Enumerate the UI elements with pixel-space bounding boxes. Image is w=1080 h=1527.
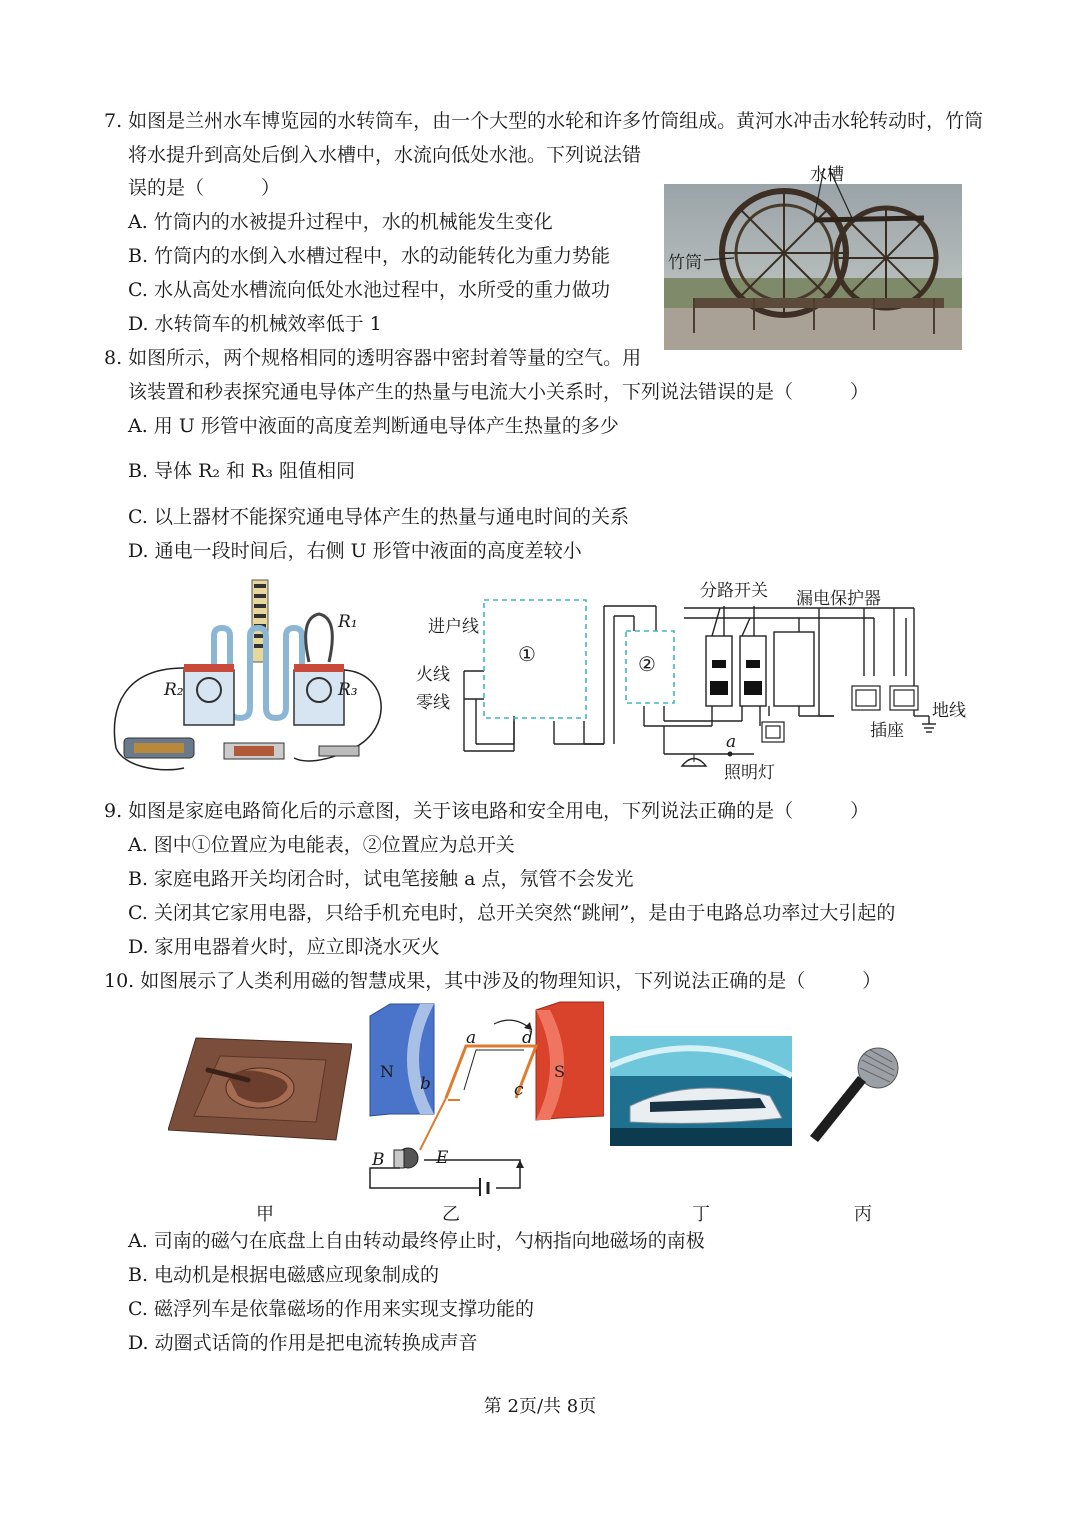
label-socket: 插座 [870, 721, 904, 741]
label-point-a: a [726, 732, 737, 752]
q9-option-d[interactable]: D. 家用电器着火时，应立即浇水灭火 [128, 936, 440, 958]
caption-ding: 丁 [692, 1204, 710, 1225]
household-circuit-diagram [416, 576, 984, 783]
label-magnet-s: S [554, 1062, 565, 1081]
label-branch-switch: 分路开关 [700, 581, 768, 601]
q7-stem-line3: 误的是（ ） [128, 177, 281, 199]
microphone-image [808, 1044, 902, 1146]
sinan-compass-image [168, 1030, 352, 1142]
label-coil-d: d [522, 1028, 533, 1048]
label-brush-b: B [372, 1150, 385, 1170]
label-r3: R₃ [338, 680, 358, 700]
q7-option-d[interactable]: D. 水转筒车的机械效率低于 1 [128, 313, 382, 335]
q10-stem: 10. 如图展示了人类利用磁的智慧成果，其中涉及的物理知识，下列说法正确的是（ ） [104, 970, 882, 992]
q7-stem-line1: 7. 如图是兰州水车博览园的水转筒车，由一个大型的水轮和许多竹筒组成。黄河水冲击水轮转动时，竹筒 [104, 110, 984, 132]
q10-option-a[interactable]: A. 司南的磁勺在底盘上自由转动最终停止时，勺柄指向地磁场的南极 [128, 1230, 705, 1252]
q7-option-b[interactable]: B. 竹筒内的水倒入水槽过程中，水的动能转化为重力势能 [128, 245, 611, 267]
label-leakage-protector: 漏电保护器 [796, 589, 881, 609]
label-coil-b: b [420, 1074, 431, 1094]
label-magnet-n: N [380, 1062, 394, 1081]
label-position-1: ① [518, 642, 536, 666]
electric-motor-diagram [364, 1000, 604, 1196]
label-live-wire: 火线 [416, 665, 450, 685]
label-trough: 水槽 [810, 165, 844, 185]
label-position-2: ② [638, 652, 656, 676]
q8-stem-line1: 8. 如图所示，两个规格相同的透明容器中密封着等量的空气。用 [104, 347, 642, 369]
q7-option-c[interactable]: C. 水从高处水槽流向低处水池过程中，水所受的重力做功 [128, 279, 610, 301]
label-neutral-wire: 零线 [416, 693, 450, 713]
caption-bing: 丙 [854, 1204, 872, 1225]
q9-stem: 9. 如图是家庭电路简化后的示意图，关于该电路和安全用电，下列说法正确的是（ ） [104, 800, 870, 822]
q8-option-a[interactable]: A. 用 U 形管中液面的高度差判断通电导体产生热量的多少 [128, 415, 619, 437]
q10-option-b[interactable]: B. 电动机是根据电磁感应现象制成的 [128, 1264, 440, 1286]
label-lamp: 照明灯 [724, 763, 775, 783]
q8-option-c[interactable]: C. 以上器材不能探究通电导体产生的热量与通电时间的关系 [128, 506, 629, 528]
q9-option-b[interactable]: B. 家庭电路开关均闭合时，试电笔接触 a 点，氖管不会发光 [128, 868, 634, 890]
q9-option-c[interactable]: C. 关闭其它家用电器，只给手机充电时，总开关突然“跳闸”，是由于电路总功率过大引起的 [128, 902, 896, 924]
label-incoming-line: 进户线 [428, 617, 479, 637]
page-number: 第 2页/共 8页 [483, 1396, 597, 1417]
label-r1: R₁ [338, 612, 358, 632]
q9-option-a[interactable]: A. 图中①位置应为电能表，②位置应为总开关 [128, 834, 515, 856]
q10-option-d[interactable]: D. 动圈式话筒的作用是把电流转换成声音 [128, 1332, 478, 1354]
joule-heating-apparatus [104, 578, 394, 780]
waterwheel-photo [664, 158, 962, 350]
q10-option-c[interactable]: C. 磁浮列车是依靠磁场的作用来实现支撑功能的 [128, 1298, 534, 1320]
caption-yi: 乙 [442, 1204, 460, 1225]
q8-stem-line2: 该装置和秒表探究通电导体产生的热量与电流大小关系时，下列说法错误的是（ ） [128, 381, 870, 403]
label-commutator-e: E [436, 1148, 449, 1168]
label-bamboo-tube: 竹筒 [668, 253, 702, 273]
label-ground-wire: 地线 [932, 701, 966, 721]
label-r2: R₂ [164, 680, 184, 700]
caption-jia: 甲 [256, 1204, 274, 1225]
label-coil-a: a [466, 1028, 477, 1048]
q8-option-d[interactable]: D. 通电一段时间后，右侧 U 形管中液面的高度差较小 [128, 540, 582, 562]
q8-option-b[interactable]: B. 导体 R₂ 和 R₃ 阻值相同 [128, 460, 356, 482]
label-coil-c: c [514, 1080, 524, 1100]
maglev-train-image [610, 1036, 792, 1146]
q7-stem-line2: 将水提升到高处后倒入水槽中，水流向低处水池。下列说法错 [128, 144, 642, 166]
q7-option-a[interactable]: A. 竹筒内的水被提升过程中，水的机械能发生变化 [128, 211, 553, 233]
